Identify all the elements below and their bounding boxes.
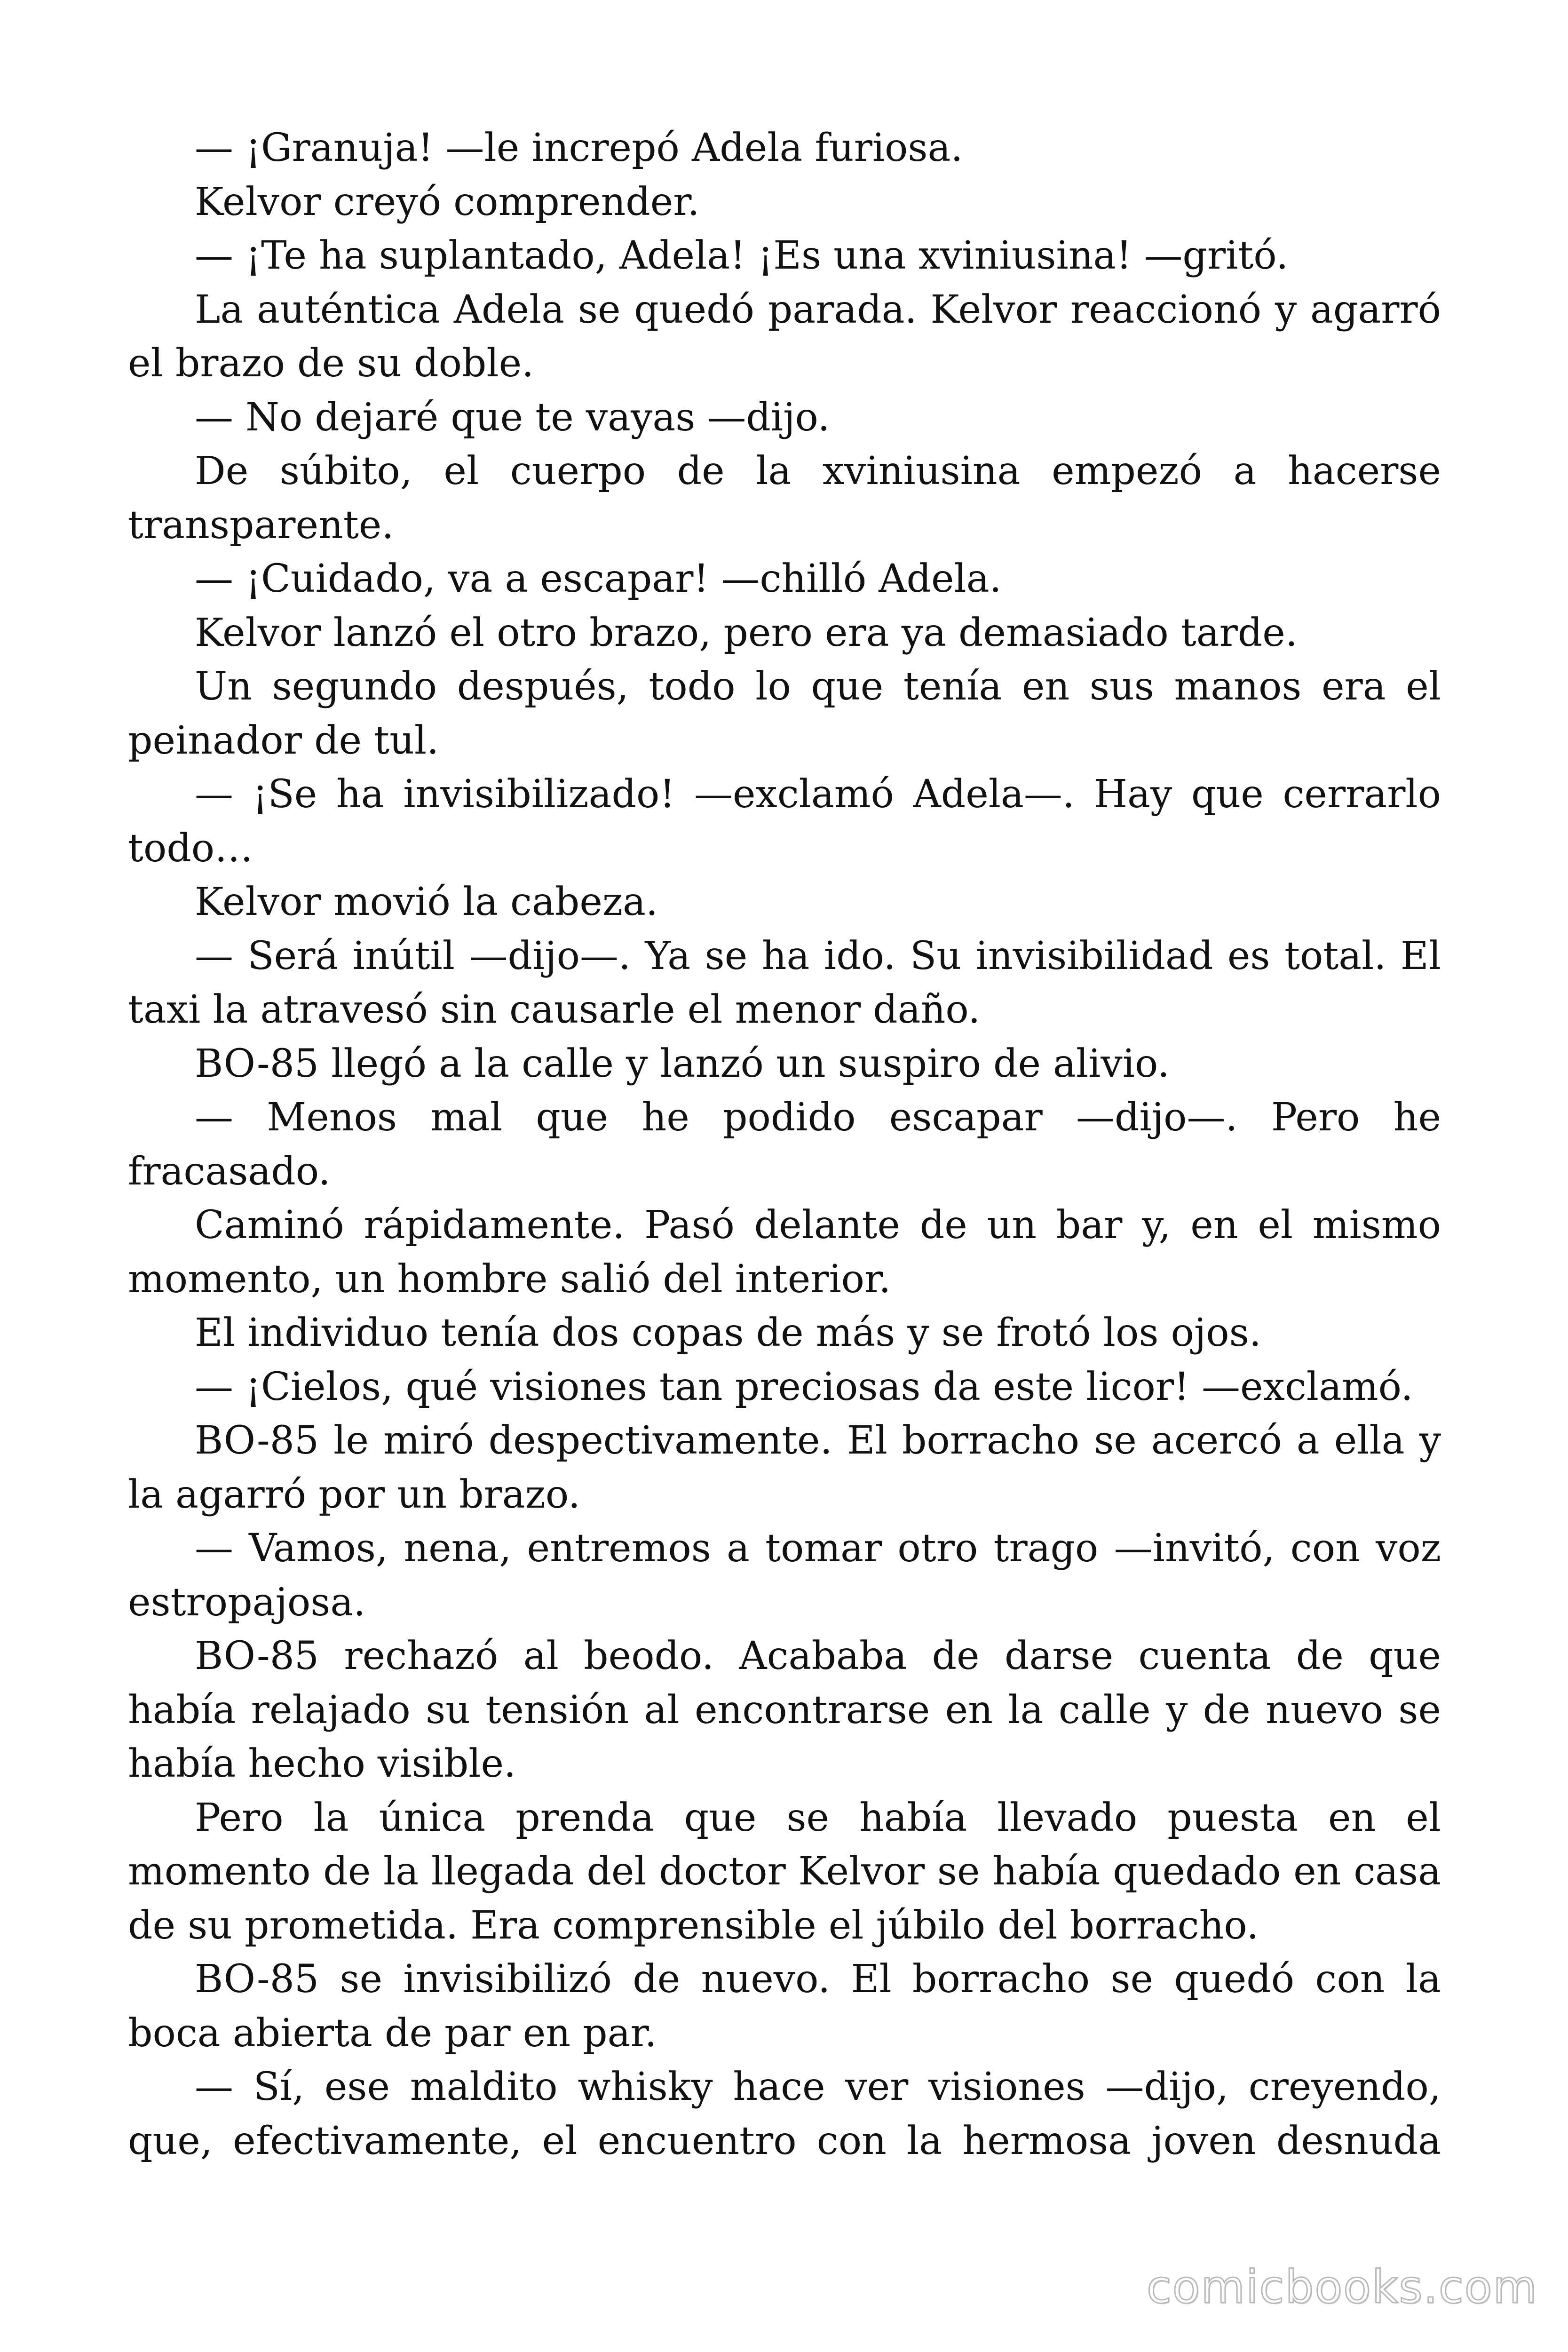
paragraph: La auténtica Adela se quedó parada. Kelvor reaccionó y agarró el brazo de su doble. [128, 287, 1441, 386]
paragraph: — ¡Te ha suplantado, Adela! ¡Es una xviniusina! —gritó. [195, 233, 1289, 278]
paragraph: — No dejaré que te vayas —dijo. [195, 395, 830, 440]
paragraph: Pero la única prenda que se había llevado puesta en el momento de la llegada del doctor Kelvor se había quedado en casa de su prometida. Era comprensible el júbilo del borracho. [128, 1795, 1441, 1948]
paragraph: BO-85 rechazó al beodo. Acababa de darse cuenta de que había relajado su tensión al encontrarse en la calle y de nuevo se había hecho visible. [128, 1634, 1441, 1786]
paragraph: De súbito, el cuerpo de la xviniusina empezó a hacerse transparente. [128, 449, 1441, 548]
paragraph: — ¡Cuidado, va a escapar! —chilló Adela. [195, 556, 1002, 601]
paragraph: — Será inútil —dijo—. Ya se ha ido. Su invisibilidad es total. El taxi la atravesó sin causarle el menor daño. [128, 933, 1441, 1032]
paragraph: — ¡Cielos, qué visiones tan preciosas da este licor! —exclamó. [195, 1364, 1413, 1409]
paragraph: Kelvor movió la cabeza. [195, 880, 658, 924]
paragraph: BO-85 llegó a la calle y lanzó un suspiro de alivio. [195, 1041, 1170, 1086]
paragraph: — Sí, ese maldito whisky hace ver visiones —dijo, creyendo, que, efectivamente, el encuentro con la hermosa joven desnuda [128, 2065, 1441, 2163]
paragraph: El individuo tenía dos copas de más y se frotó los ojos. [195, 1311, 1261, 1355]
paragraph: — Vamos, nena, entremos a tomar otro trago —invitó, con voz estropajosa. [128, 1526, 1441, 1625]
paragraph: — Menos mal que he podido escapar —dijo—. Pero he fracasado. [128, 1095, 1441, 1194]
paragraph: BO-85 se invisibilizó de nuevo. El borracho se quedó con la boca abierta de par en par. [128, 1957, 1441, 2056]
paragraph: Kelvor creyó comprender. [195, 179, 700, 224]
paragraph: Un segundo después, todo lo que tenía en sus manos era el peinador de tul. [128, 664, 1441, 763]
paragraph: — ¡Granuja! —le increpó Adela furiosa. [195, 126, 963, 170]
paragraph: Caminó rápidamente. Pasó delante de un bar y, en el mismo momento, un hombre salió del interior. [128, 1203, 1441, 1302]
watermark-logo: comicbooks.com [1146, 2261, 1538, 2313]
paragraph: — ¡Se ha invisibilizado! —exclamó Adela—. Hay que cerrarlo todo… [128, 772, 1441, 871]
paragraph: Kelvor lanzó el otro brazo, pero era ya demasiado tarde. [195, 610, 1298, 655]
paragraph: BO-85 le miró despectivamente. El borracho se acercó a ella y la agarró por un brazo. [128, 1418, 1441, 1517]
book-page-text [128, 121, 1441, 2168]
